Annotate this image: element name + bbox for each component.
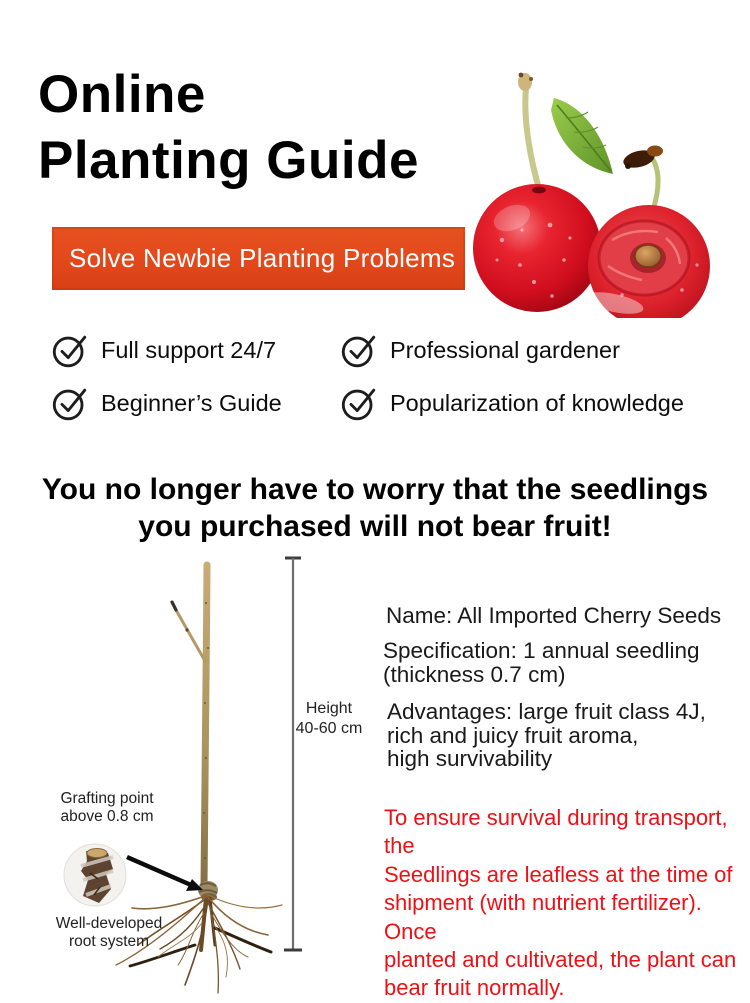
root-label-line-2: root system [68,933,150,950]
cherry-pit [635,245,661,267]
side-branch [176,610,205,661]
height-label-line-1: Height [305,700,353,717]
grafting-label-line-1: Grafting point [60,790,154,807]
title-line-2: Planting Guide [38,131,419,190]
headline-line-2: you purchased will not bear fruit! [138,510,612,543]
check-circle-icon [52,384,90,422]
notice-line-4: planted and cultivated, the plant can [384,947,737,973]
check-circle-icon [52,331,90,369]
branch-tip [172,602,176,610]
feature-label: Popularization of knowledge [390,389,684,416]
seedling-figure [20,553,372,1000]
advantages-line-3: high survivability [387,746,553,771]
notice-line-5: bear fruit normally. [384,975,565,1001]
grafting-label-line-2: above 0.8 cm [60,808,154,825]
product-specification [383,639,699,686]
spec-line-2: (thickness 0.7 cm) [383,661,566,687]
feature-full-support [52,330,276,370]
branch-node [185,628,188,631]
root-annotation [34,915,184,951]
cherry-image [462,60,750,318]
page-title [38,62,419,194]
cherry-stem-dimple [532,187,546,194]
height-measure-line [284,558,302,950]
graft-inset [64,844,126,906]
whole-cherry [473,184,601,312]
shipping-notice [384,804,744,1003]
product-advantages [387,700,706,771]
root-label-line-1: Well-developed [55,915,163,932]
check-circle-icon [341,331,379,369]
title-line-1: Online [38,65,206,124]
notice-line-1: To ensure survival during transport, the [384,805,728,859]
bud-detail [529,77,533,81]
feature-label: Beginner’s Guide [101,389,282,416]
pointer-arrow [127,857,203,891]
half-cherry-stem [651,157,658,210]
product-name: Name: All Imported Cherry Seeds [386,603,722,628]
advantages-line-1: Advantages: large fruit class 4J, [387,699,706,724]
banner-text: Solve Newbie Planting Problems [69,243,456,273]
height-annotation [283,699,375,739]
cherry-stem [525,88,540,192]
feature-knowledge [341,383,684,423]
dried-blossom [625,163,631,169]
banner [52,227,465,290]
feature-label: Full support 24/7 [101,336,277,363]
dried-blossom [647,146,663,157]
headline [0,471,750,545]
bud-detail [519,73,524,78]
notice-line-3: shipment (with nutrient fertilizer). Once [384,890,702,944]
check-circle-icon [341,384,379,422]
advantages-line-2: rich and juicy fruit aroma, [387,722,639,748]
spec-line-1: Specification: 1 annual seedling [383,638,700,663]
headline-line-1: You no longer have to worry that the seedlings [41,473,709,506]
feature-label: Professional gardener [390,336,620,363]
feature-professional-gardener [341,330,620,370]
feature-beginners-guide [52,383,282,423]
height-label-line-2: 40-60 cm [295,720,363,737]
seedling-stem [204,565,207,885]
grafting-annotation [32,790,182,826]
notice-line-2: Seedlings are leafless at the time of [384,861,733,887]
